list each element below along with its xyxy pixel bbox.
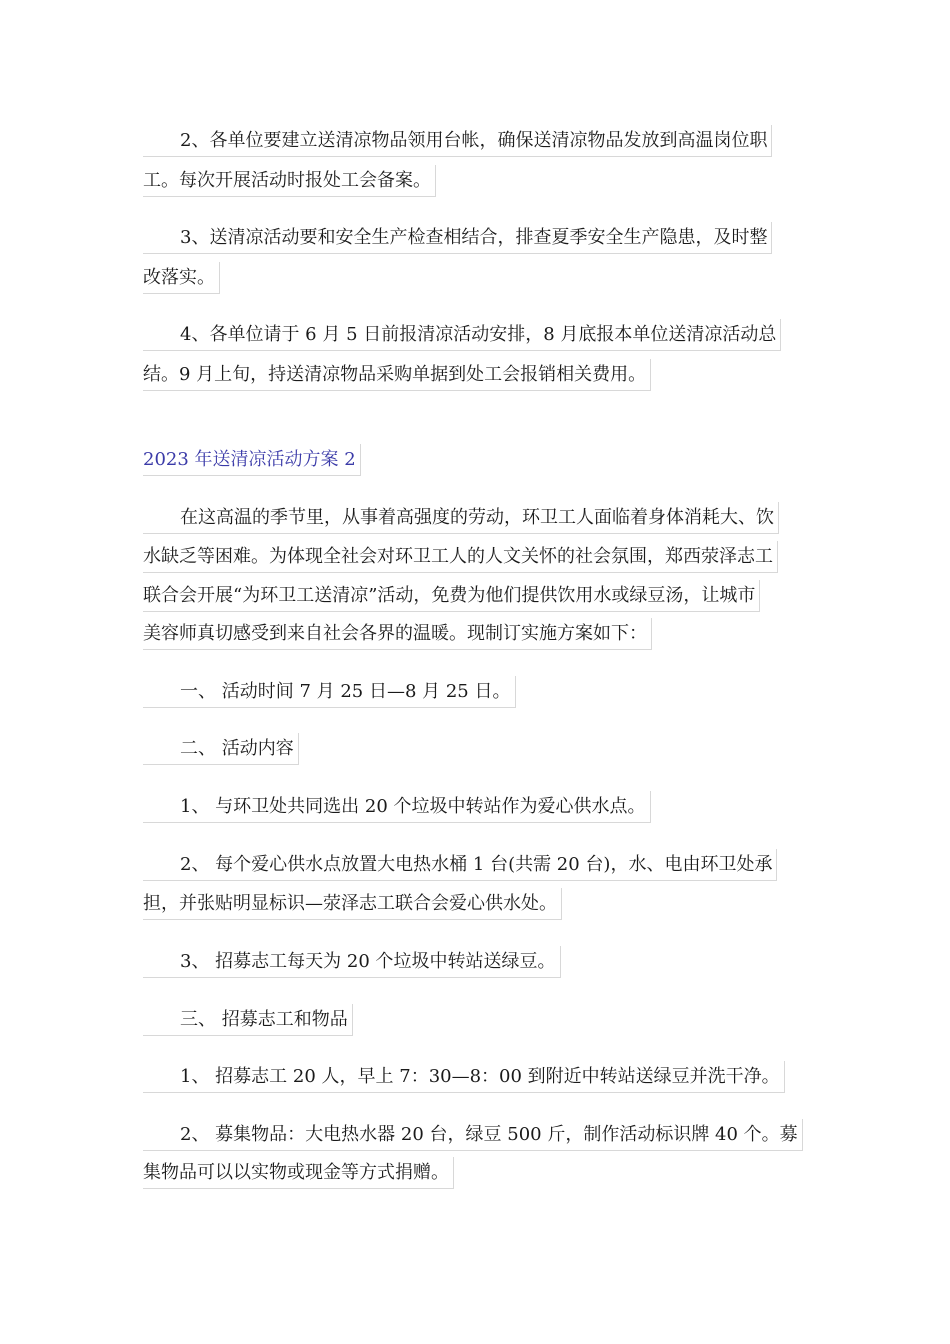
content-item-1: 1、 与环卫处共同选出 20 个垃圾中转站作为爱心供水点。 (143, 791, 651, 823)
intro-line-2: 水缺乏等困难。为体现全社会对环卫工人的人文关怀的社会氛围，郑西荥泽志工 (143, 541, 778, 573)
paragraph-2-line-2: 工。每次开展活动时报处工会备案。 (143, 165, 436, 197)
paragraph-2-line-1: 2、各单位要建立送清凉物品领用台帐，确保送清凉物品发放到高温岗位职 (143, 125, 772, 157)
paragraph-4-line-1: 4、各单位请于 6 月 5 日前报清凉活动安排，8 月底报本单位送清凉活动总 (143, 319, 781, 351)
intro-line-1: 在这高温的季节里，从事着高强度的劳动，环卫工人面临着身体消耗大、饮 (143, 502, 779, 534)
recruit-title: 三、 招募志工和物品 (143, 1004, 353, 1036)
recruit-item-2-line-2: 集物品可以以实物或现金等方式捐赠。 (143, 1157, 454, 1189)
content-item-3: 3、 招募志工每天为 20 个垃圾中转站送绿豆。 (143, 946, 561, 978)
intro-line-4: 美容师真切感受到来自社会各界的温暖。现制订实施方案如下： (143, 618, 652, 650)
activity-time: 一、 活动时间 7 月 25 日—8 月 25 日。 (143, 676, 516, 708)
content-item-2-line-2: 担，并张贴明显标识—荥泽志工联合会爱心供水处。 (143, 888, 562, 920)
recruit-item-1: 1、 招募志工 20 人，早上 7：30—8：00 到附近中转站送绿豆并洗干净。 (143, 1061, 785, 1093)
intro-line-3: 联合会开展“为环卫工送清凉”活动，免费为他们提供饮用水或绿豆汤，让城市 (143, 580, 760, 612)
paragraph-3-line-2: 改落实。 (143, 262, 220, 294)
paragraph-3-line-1: 3、送清凉活动要和安全生产检查相结合，排查夏季安全生产隐患，及时整 (143, 222, 772, 254)
recruit-item-2-line-1: 2、 募集物品：大电热水器 20 台，绿豆 500 斤，制作活动标识牌 40 个。募 (143, 1119, 803, 1151)
content-item-2-line-1: 2、 每个爱心供水点放置大电热水桶 1 台(共需 20 台)，水、电由环卫处承 (143, 849, 777, 881)
paragraph-4-line-2: 结。9 月上旬，持送清凉物品采购单据到处工会报销相关费用。 (143, 359, 651, 391)
activity-content-title: 二、 活动内容 (143, 733, 299, 765)
section-heading: 2023 年送清凉活动方案 2 (143, 444, 361, 476)
